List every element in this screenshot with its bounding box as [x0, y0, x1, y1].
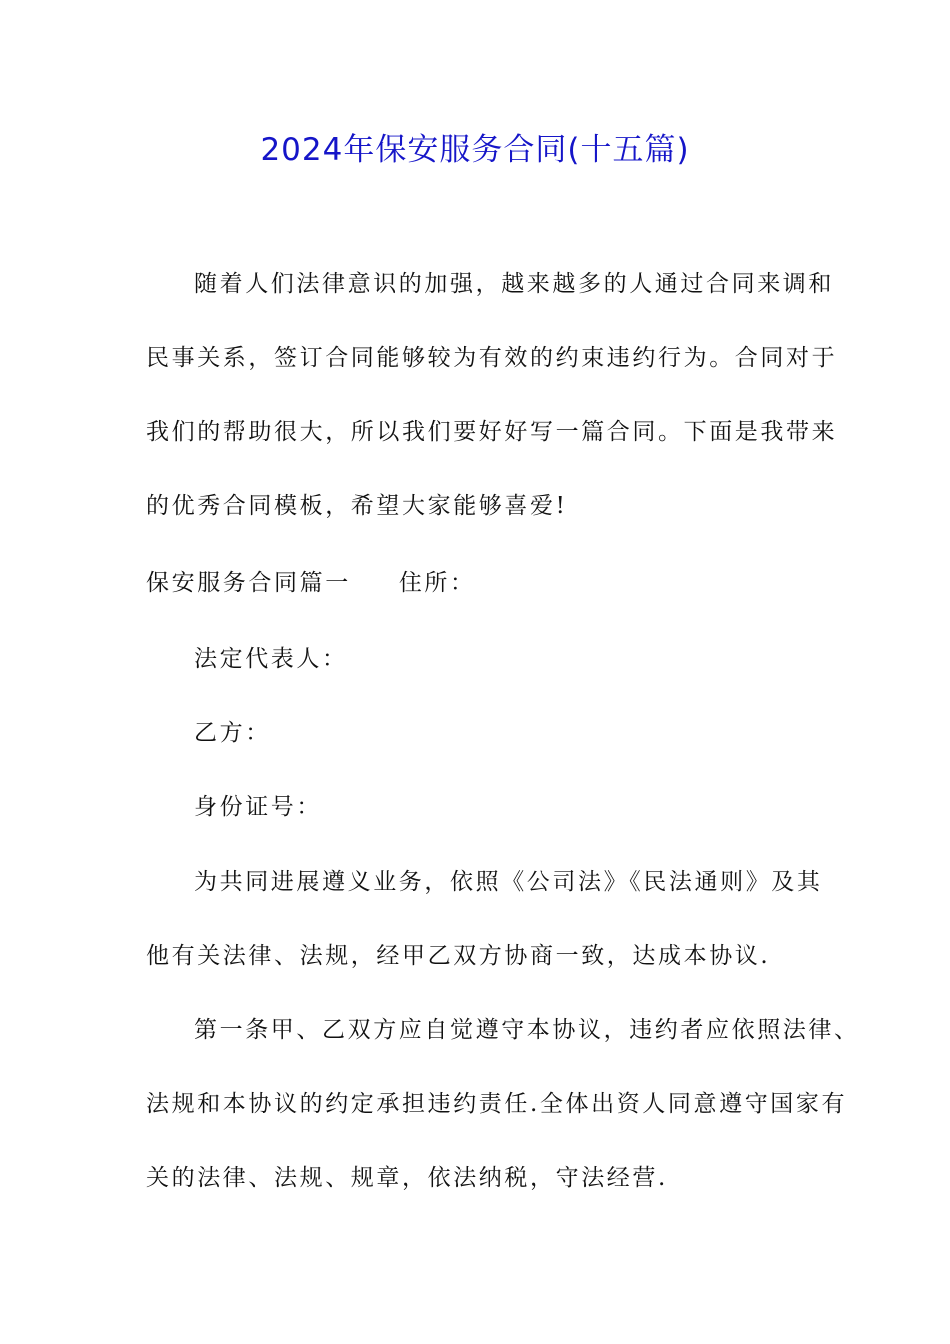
intro-line-1: 随着人们法律意识的加强，越来越多的人通过合同来调和 [194, 271, 834, 297]
intro-line-3: 我们的帮助很大，所以我们要好好写一篇合同。下面是我带来 [146, 419, 838, 445]
intro-line-4: 的优秀合同模板，希望大家能够喜爱! [146, 493, 568, 519]
address-label: 住所： [398, 570, 476, 596]
article1-line-2: 法规和本协议的约定承担违约责任.全体出资人同意遵守国家有 [146, 1091, 848, 1117]
intro-line-2: 民事关系，签订合同能够较为有效的约束违约行为。合同对于 [146, 345, 838, 371]
id-number-field: 身份证号： [194, 794, 322, 820]
section-heading: 保安服务合同篇一 [146, 570, 351, 596]
para1-line-1: 为共同进展遵义业务，依照《公司法》《民法通则》及其 [194, 869, 823, 895]
article1-line-1: 第一条甲、乙双方应自觉遵守本协议，违约者应依照法律、 [194, 1017, 860, 1043]
legal-rep-field: 法定代表人： [194, 646, 348, 672]
document-title: 2024年保安服务合同(十五篇) [260, 132, 690, 168]
article1-line-3: 关的法律、法规、规章，依法纳税，守法经营. [146, 1165, 668, 1191]
para1-line-2: 他有关法律、法规，经甲乙双方协商一致，达成本协议. [146, 943, 771, 969]
party-b-field: 乙方： [194, 720, 271, 746]
section-heading-line [146, 567, 476, 599]
